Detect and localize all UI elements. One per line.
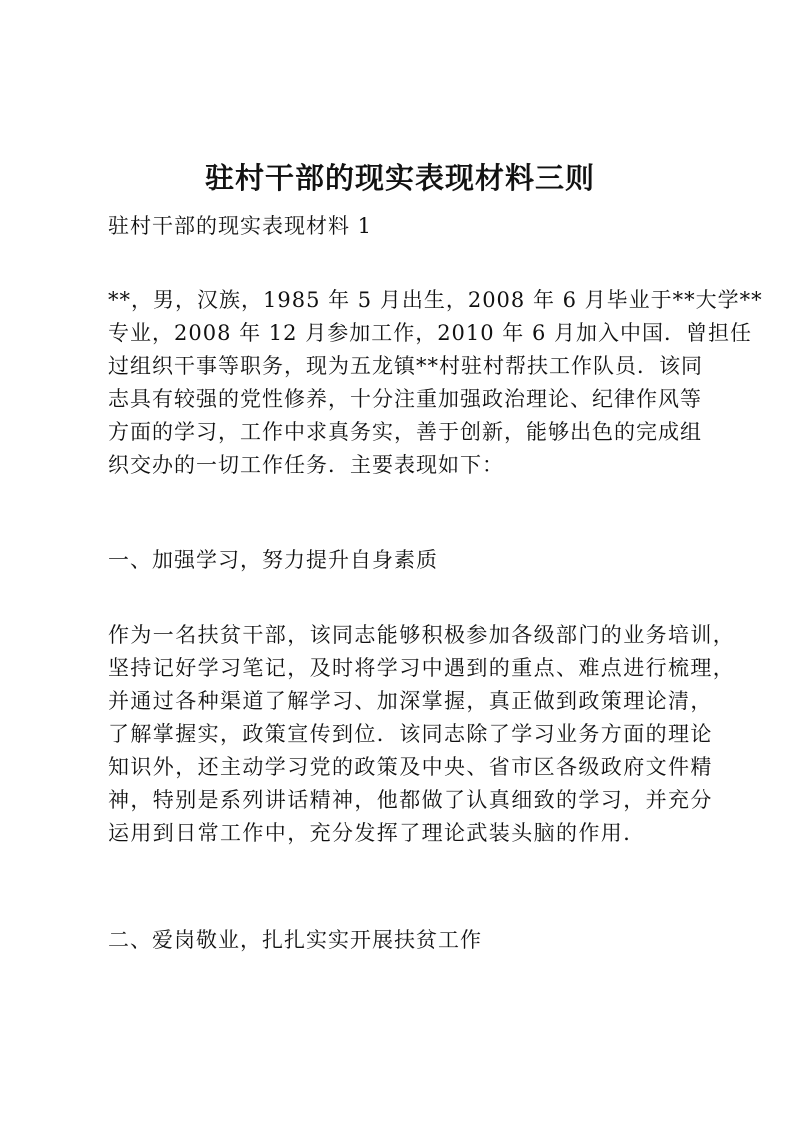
paragraph-line: 方面的学习，工作中求真务实，善于创新，能够出色的完成组 — [108, 420, 702, 444]
section-heading-study: 一、加强学习，努力提升自身素质 — [108, 548, 438, 572]
paragraph-line: 神，特别是系列讲话精神，他都做了认真细致的学习，并充分 — [108, 788, 713, 812]
paragraph-line: 坚持记好学习笔记，及时将学习中遇到的重点、难点进行梳理， — [108, 656, 736, 680]
paragraph-line: 志具有较强的党性修养，十分注重加强政治理论、纪律作风等 — [108, 387, 702, 411]
paragraph-line: 运用到日常工作中，充分发挥了理论武装头脑的作用． — [108, 821, 646, 845]
paragraph-line: 知识外，还主动学习党的政策及中央、省市区各级政府文件精 — [108, 755, 713, 779]
paragraph-line: 了解掌握实，政策宣传到位．该同志除了学习业务方面的理论 — [108, 722, 713, 746]
paragraph-line: **，男，汉族，1985 年 5 月出生，2008 年 6 月毕业于**大学** — [108, 288, 763, 312]
paragraph-line: 作为一名扶贫干部，该同志能够积极参加各级部门的业务培训， — [108, 623, 736, 647]
paragraph-line: 专业，2008 年 12 月参加工作，2010 年 6 月加入中国．曾担任 — [108, 321, 753, 345]
paragraph-study — [108, 619, 736, 850]
document-subtitle: 驻村干部的现实表现材料 1 — [108, 214, 373, 238]
document-title: 驻村干部的现实表现材料三则 — [204, 161, 595, 195]
paragraph-intro — [108, 284, 763, 482]
paragraph-line: 过组织干事等职务，现为五龙镇**村驻村帮扶工作队员．该同 — [108, 354, 703, 378]
paragraph-line: 织交办的一切工作任务．主要表现如下： — [108, 453, 504, 477]
section-heading-work: 二、爱岗敬业，扎扎实实开展扶贫工作 — [108, 928, 482, 952]
paragraph-line: 并通过各种渠道了解学习、加深掌握，真正做到政策理论清， — [108, 689, 713, 713]
